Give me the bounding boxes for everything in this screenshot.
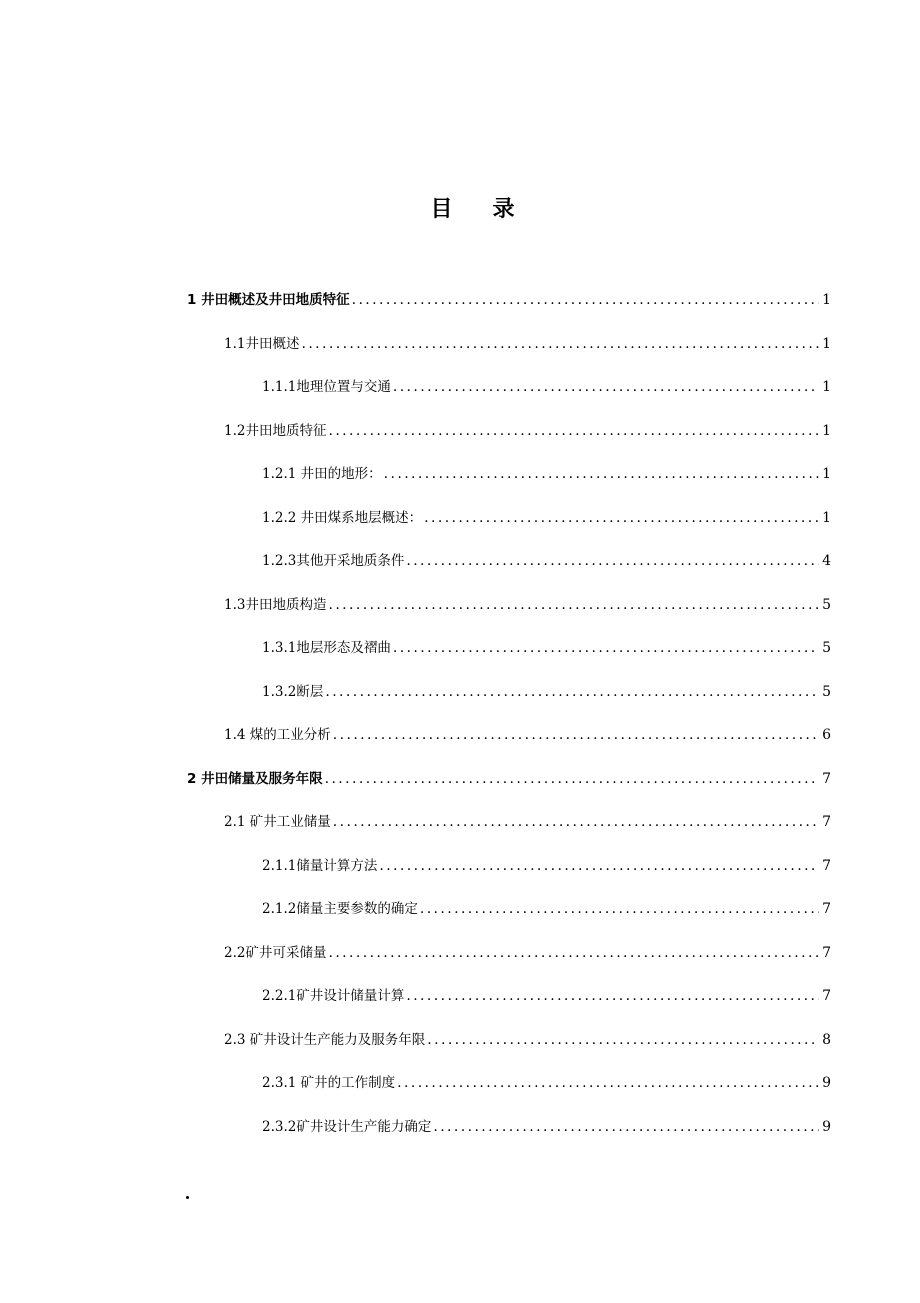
dot-mark [186, 1196, 189, 1199]
toc-page-number: 9 [822, 1075, 831, 1091]
toc-entry-title: 1.2井田地质特征 [224, 422, 327, 439]
toc-entry-title: 1.3.2断层 [262, 683, 324, 700]
toc-entry[interactable] [0, 724, 920, 746]
toc-entry-title: 2 井田储量及服务年限 [187, 770, 323, 787]
toc-entry-title: 1.2.1 井田的地形： [262, 466, 382, 482]
toc-leader-dots [384, 463, 819, 485]
toc-entry-title: 1 井田概述及井田地质特征 [187, 292, 350, 308]
toc-page-number: 4 [822, 553, 831, 569]
toc-entry-title: 2.1.1储量计算方法 [262, 857, 378, 874]
toc-entry-title: 2.2.1矿井设计储量计算 [262, 988, 405, 1004]
toc-leader-dots [433, 1116, 819, 1138]
toc-leader-dots [325, 681, 819, 703]
toc-leader-dots [352, 289, 819, 311]
toc-leader-dots [397, 1072, 819, 1094]
toc-page-number: 1 [822, 509, 831, 526]
toc-entry[interactable] [0, 376, 920, 398]
toc-page-number: 7 [822, 901, 831, 917]
toc-leader-dots [325, 768, 819, 790]
toc-entry[interactable] [0, 507, 920, 529]
toc-entry-title: 2.2矿井可采储量 [224, 944, 327, 961]
toc-leader-dots [427, 1029, 819, 1051]
toc-entry[interactable] [0, 289, 920, 311]
toc-entry[interactable] [0, 594, 920, 616]
toc-leader-dots [333, 811, 819, 833]
toc-entry-title: 2.1 矿井工业储量 [224, 814, 331, 830]
toc-entry[interactable] [0, 1116, 920, 1138]
toc-entry[interactable] [0, 637, 920, 659]
toc-entry-title: 2.3.1 矿井的工作制度 [262, 1075, 396, 1091]
toc-page-number: 8 [822, 1031, 831, 1048]
toc-entry[interactable] [0, 681, 920, 703]
toc-entry[interactable] [0, 985, 920, 1007]
toc-leader-dots [406, 550, 819, 572]
toc-entry-title: 1.2.2 井田煤系地层概述： [262, 509, 423, 526]
toc-page-number: 6 [822, 727, 831, 743]
toc-page-number: 5 [822, 683, 831, 700]
toc-entry[interactable] [0, 942, 920, 964]
toc-leader-dots [420, 898, 819, 920]
toc-entry[interactable] [0, 1029, 920, 1051]
toc-leader-dots [328, 594, 819, 616]
toc-entry-title: 1.1.1地理位置与交通 [262, 379, 391, 395]
toc-entry[interactable] [0, 333, 920, 355]
toc-leader-dots [379, 855, 819, 877]
toc-leader-dots [424, 507, 819, 529]
toc-page-number: 5 [822, 596, 831, 613]
toc-leader-dots [328, 420, 819, 442]
toc-page-number: 7 [822, 814, 831, 830]
toc-entry[interactable] [0, 550, 920, 572]
toc-page-number: 7 [822, 857, 831, 874]
toc-page-number: 1 [822, 335, 831, 352]
toc-page-number: 1 [822, 422, 831, 439]
toc-entry[interactable] [0, 1072, 920, 1094]
toc-leader-dots [406, 985, 819, 1007]
toc-leader-dots [393, 637, 819, 659]
toc-entry-title: 2.3.2矿井设计生产能力确定 [262, 1118, 432, 1135]
toc-entry[interactable] [0, 420, 920, 442]
toc-page-number: 1 [822, 379, 831, 395]
toc-entry-title: 1.4 煤的工业分析 [224, 727, 331, 743]
toc-entry-title: 1.3.1地层形态及褶曲 [262, 640, 391, 656]
toc-entry-title: 2.1.2储量主要参数的确定 [262, 901, 418, 917]
toc-entry-title: 1.1井田概述 [224, 335, 300, 352]
toc-page-number: 1 [822, 292, 831, 308]
toc-entry[interactable] [0, 463, 920, 485]
toc-entry-title: 1.2.3其他开采地质条件 [262, 553, 405, 569]
toc-leader-dots [333, 724, 819, 746]
page-title: 目录 [430, 197, 555, 222]
toc-entry-title: 1.3井田地质构造 [224, 596, 327, 613]
toc-leader-dots [393, 376, 819, 398]
toc-entry-title: 2.3 矿井设计生产能力及服务年限 [224, 1031, 426, 1048]
toc-page-number: 1 [822, 466, 831, 482]
toc-page-number: 7 [822, 944, 831, 961]
toc-page-number: 7 [822, 770, 831, 787]
toc-entry[interactable] [0, 811, 920, 833]
toc-page-number: 5 [822, 640, 831, 656]
toc-entry[interactable] [0, 855, 920, 877]
toc-page-number: 7 [822, 988, 831, 1004]
toc-entry[interactable] [0, 768, 920, 790]
toc-leader-dots [301, 333, 819, 355]
toc-entry[interactable] [0, 898, 920, 920]
toc-leader-dots [328, 942, 819, 964]
toc-page-number: 9 [822, 1118, 831, 1135]
